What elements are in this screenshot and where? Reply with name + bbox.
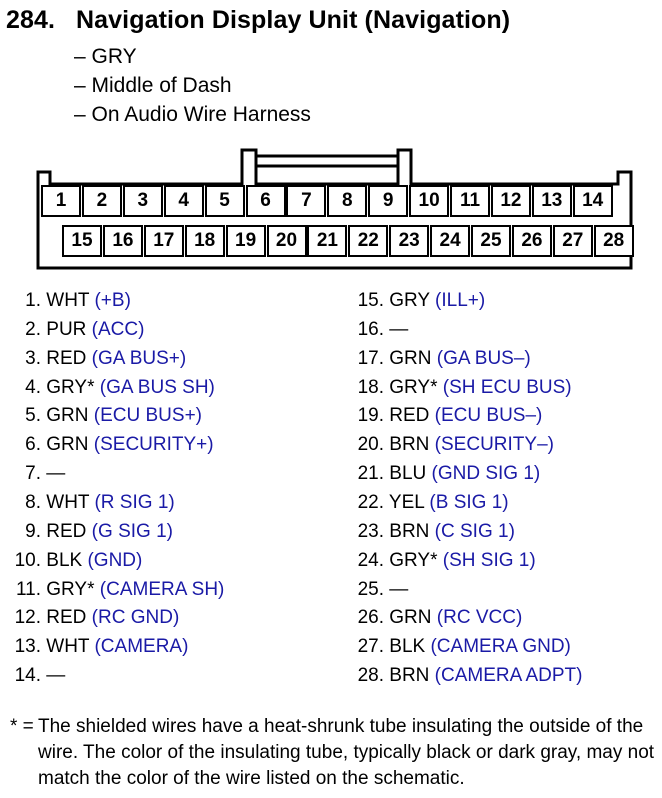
wire-color: YEL	[384, 491, 425, 513]
wire-color: RED	[41, 607, 87, 629]
pin-function: (SH SIG 1)	[437, 549, 536, 571]
pin-number: 2.	[25, 318, 41, 340]
connector-pin-1: 1	[41, 185, 81, 217]
connector-pin-5: 5	[205, 185, 245, 217]
pin-row	[0, 604, 179, 632]
connector-pin-26: 26	[512, 225, 552, 257]
pin-function: (RC GND)	[86, 607, 180, 629]
connector-pin-20: 20	[267, 225, 307, 257]
pin-function: (CAMERA GND)	[425, 636, 571, 658]
wire-color: RED	[384, 405, 430, 427]
wire-color: —	[41, 463, 66, 485]
wire-color: GRY*	[384, 376, 438, 398]
wire-color: RED	[41, 520, 87, 542]
pin-number: 9.	[25, 520, 41, 542]
wire-color: GRY*	[384, 549, 438, 571]
connector-pin-6: 6	[246, 185, 286, 217]
pin-function: (GA BUS–)	[431, 347, 531, 369]
pin-number: 6.	[25, 434, 41, 456]
pin-function: (+B)	[89, 290, 131, 311]
connector-pin-28: 28	[594, 225, 634, 257]
pin-function: (B SIG 1)	[424, 491, 509, 513]
pin-row	[340, 633, 571, 661]
pin-number: 4.	[25, 376, 41, 398]
pin-function: (ILL+)	[429, 290, 486, 311]
pin-function: (CAMERA SH)	[94, 578, 225, 600]
connector-pin-7: 7	[286, 185, 326, 217]
connector-pin-27: 27	[553, 225, 593, 257]
wire-color: BLK	[384, 636, 426, 658]
wire-color: BRN	[384, 434, 430, 456]
pin-row	[340, 374, 572, 402]
detail-location: – Middle of Dash	[74, 74, 232, 97]
wire-color: BLK	[41, 549, 83, 571]
wire-color: GRY*	[41, 376, 95, 398]
footnote-marker: * =	[10, 716, 34, 737]
wire-color: RED	[41, 347, 87, 369]
wire-color: GRN	[41, 405, 89, 427]
pin-number: 14.	[14, 665, 41, 687]
pin-function: (SECURITY–)	[429, 434, 554, 456]
pin-function: (GA BUS+)	[86, 347, 187, 369]
pin-number: 18.	[357, 376, 384, 398]
pin-number: 19.	[357, 405, 384, 427]
pin-function: (ACC)	[86, 318, 145, 340]
wire-color: WHT	[41, 491, 90, 513]
footnote-text: The shielded wires have a heat-shrunk tube insulating the outside of the wire. The color of the insulating tube, typically black or dark gray, may not match the color of the wire listed on the schematic.	[38, 716, 655, 789]
pin-row	[340, 662, 582, 690]
pin-function: (GND)	[82, 549, 143, 571]
connector-pin-13: 13	[532, 185, 572, 217]
pin-row	[340, 431, 554, 459]
pin-number: 3.	[25, 347, 41, 369]
pin-row	[0, 662, 65, 690]
pin-row	[340, 345, 531, 373]
connector-pin-9: 9	[368, 185, 408, 217]
pin-row	[340, 576, 408, 604]
wire-color: WHT	[41, 636, 90, 658]
pin-row	[340, 460, 540, 488]
connector-pin-11: 11	[450, 185, 490, 217]
pin-number: 13.	[14, 636, 41, 658]
connector-pin-3: 3	[123, 185, 163, 217]
connector-pin-2: 2	[82, 185, 122, 217]
pin-number: 15.	[357, 290, 384, 311]
wire-color: —	[384, 578, 409, 600]
pin-function: (SH ECU BUS)	[437, 376, 572, 398]
pin-function: (RC VCC)	[431, 607, 523, 629]
pin-number: 16.	[357, 318, 384, 340]
wire-color: GRN	[384, 347, 432, 369]
footnote	[10, 714, 660, 792]
pin-number: 21.	[357, 463, 384, 485]
pin-row	[0, 518, 173, 546]
pin-function: (G SIG 1)	[86, 520, 173, 542]
pin-number: 11.	[15, 578, 41, 600]
wire-color: BRN	[384, 665, 430, 687]
pin-row	[0, 460, 65, 488]
connector-pin-8: 8	[327, 185, 367, 217]
pin-row	[340, 547, 536, 575]
wire-color: GRY	[384, 290, 430, 311]
connector-latch	[256, 156, 398, 166]
wire-color: BLU	[384, 463, 427, 485]
connector-pin-22: 22	[348, 225, 388, 257]
pin-row	[340, 316, 408, 344]
pin-number: 26.	[357, 607, 384, 629]
pin-row	[0, 374, 215, 402]
detail-color: – GRY	[74, 45, 137, 68]
pin-function: (C SIG 1)	[429, 520, 515, 542]
pin-row	[340, 518, 515, 546]
connector-pin-17: 17	[144, 225, 184, 257]
wire-color: WHT	[41, 290, 90, 311]
wire-color: —	[41, 665, 66, 687]
wire-color: BRN	[384, 520, 430, 542]
connector-pin-15: 15	[62, 225, 102, 257]
pin-function: (GA BUS SH)	[94, 376, 215, 398]
pin-number: 5.	[25, 405, 41, 427]
connector-pin-23: 23	[389, 225, 429, 257]
connector-pin-14: 14	[573, 185, 613, 217]
pin-number: 10.	[14, 549, 41, 571]
connector-pin-12: 12	[491, 185, 531, 217]
pin-number: 27.	[357, 636, 384, 658]
pin-row	[0, 576, 224, 604]
pin-function: (ECU BUS+)	[88, 405, 202, 427]
connector-pin-19: 19	[226, 225, 266, 257]
component-title: Navigation Display Unit (Navigation)	[76, 6, 511, 34]
pin-number: 7.	[25, 463, 41, 485]
pin-number: 22.	[357, 491, 384, 513]
connector-pin-18: 18	[185, 225, 225, 257]
pin-number: 1.	[25, 290, 41, 311]
connector-pin-24: 24	[430, 225, 470, 257]
pin-function: (CAMERA ADPT)	[429, 665, 583, 687]
pin-number: 24.	[357, 549, 384, 571]
pin-row	[340, 402, 542, 430]
pin-row	[340, 604, 522, 632]
pin-function: (GND SIG 1)	[426, 463, 541, 485]
connector-pin-16: 16	[103, 225, 143, 257]
pin-row	[0, 431, 214, 459]
pin-number: 20.	[357, 434, 384, 456]
pin-number: 12.	[14, 607, 41, 629]
pin-number: 8.	[25, 491, 41, 513]
pin-number: 17.	[357, 347, 384, 369]
pin-number: 25.	[357, 578, 384, 600]
item-number: 284.	[6, 6, 56, 34]
wire-color: GRY*	[41, 578, 95, 600]
pin-row	[340, 489, 509, 517]
pin-function: (SECURITY+)	[88, 434, 214, 456]
pin-row	[0, 633, 188, 661]
connector-pin-25: 25	[471, 225, 511, 257]
detail-harness: – On Audio Wire Harness	[74, 103, 311, 126]
pin-row	[0, 489, 175, 517]
wire-color: —	[384, 318, 409, 340]
pin-number: 28.	[357, 665, 384, 687]
wire-color: PUR	[41, 318, 87, 340]
pin-row	[0, 287, 131, 315]
pin-function: (CAMERA)	[89, 636, 189, 658]
wire-color: GRN	[384, 607, 432, 629]
connector-pin-21: 21	[307, 225, 347, 257]
pin-function: (R SIG 1)	[89, 491, 175, 513]
pin-row	[0, 316, 144, 344]
pin-row	[0, 345, 186, 373]
pin-row	[0, 402, 202, 430]
pin-number: 23.	[357, 520, 384, 542]
connector-pin-4: 4	[164, 185, 204, 217]
pin-row	[0, 547, 142, 575]
pin-function: (ECU BUS–)	[429, 405, 543, 427]
pin-row	[340, 287, 485, 315]
connector-pin-10: 10	[409, 185, 449, 217]
wire-color: GRN	[41, 434, 89, 456]
